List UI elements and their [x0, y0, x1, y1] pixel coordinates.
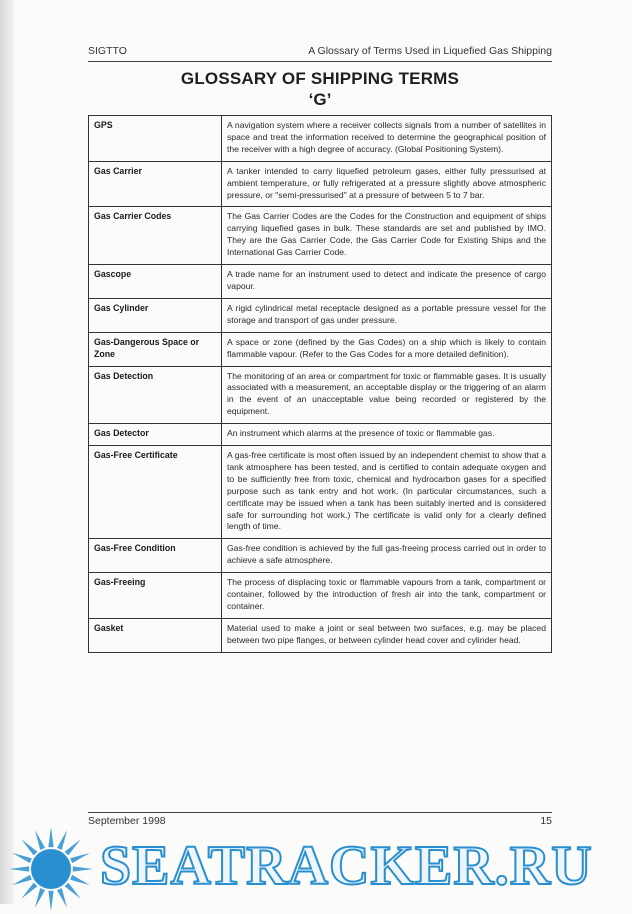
glossary-row	[89, 573, 552, 619]
glossary-term: Gasket	[89, 618, 222, 652]
glossary-definition: A rigid cylindrical metal receptacle designed as a portable pressure vessel for the storage and transport of gas under pressure.	[222, 298, 552, 332]
glossary-term: GPS	[89, 116, 222, 162]
glossary-term: Gas-Free Condition	[89, 539, 222, 573]
watermark-text: SEATRACKER.RU	[100, 835, 593, 897]
page-number: 15	[540, 815, 552, 827]
glossary-definition: Material used to make a joint or seal between two surfaces, e.g. may be placed between two pipe flanges, or between cylinder head cover and cylinder head.	[222, 618, 552, 652]
glossary-row	[89, 446, 552, 539]
glossary-row	[89, 116, 552, 162]
header-rule	[88, 61, 552, 62]
footer-rule	[88, 812, 552, 813]
page-title: GLOSSARY OF SHIPPING TERMS	[180, 69, 460, 88]
header-org: SIGTTO	[88, 45, 127, 57]
header-doc-title: A Glossary of Terms Used in Liquefied Gas Shipping	[308, 45, 552, 57]
glossary-definition: A tanker intended to carry liquefied petroleum gases, either fully pressurised at ambient temperature, or fully refrigerated at a pressure slightly above atmospheric pressure, or "semi-pressurised" at a pressure of between 5 to 7 bar.	[222, 161, 552, 207]
glossary-row	[89, 265, 552, 299]
glossary-definition: Gas-free condition is achieved by the full gas-freeing process carried out in order to achieve a safe atmosphere.	[222, 539, 552, 573]
footer-date: September 1998	[88, 815, 166, 827]
glossary-definition: The process of displacing toxic or flammable vapours from a tank, compartment or container, followed by the introduction of fresh air into the tank, compartment or container.	[222, 573, 552, 619]
glossary-term: Gas Cylinder	[89, 298, 222, 332]
glossary-definition: A space or zone (defined by the Gas Codes) on a ship which is likely to contain flammable vapour. (Refer to the Gas Codes for a more detailed definition).	[222, 332, 552, 366]
sun-icon	[6, 824, 96, 914]
glossary-term: Gascope	[89, 265, 222, 299]
glossary-row	[89, 332, 552, 366]
glossary-definition: The Gas Carrier Codes are the Codes for the Construction and equipment of ships carrying liquefied gases in bulk. These standards are set and published by IMO. They are the Gas Carrier Code, the Gas Carrier Code for Existing Ships and the International Gas Carrier Code.	[222, 207, 552, 265]
glossary-row	[89, 207, 552, 265]
glossary-definition: A navigation system where a receiver collects signals from a number of satellites in space and treat the information received to determine the geographical position of the receiver with a high degree of accuracy. (Global Positioning System).	[222, 116, 552, 162]
section-letter: ‘G’	[308, 90, 332, 109]
glossary-term: Gas Carrier	[89, 161, 222, 207]
glossary-row	[89, 424, 552, 446]
glossary-row	[89, 618, 552, 652]
glossary-term: Gas-Free Certificate	[89, 446, 222, 539]
watermark-logo	[0, 818, 632, 904]
glossary-row	[89, 539, 552, 573]
glossary-row	[89, 161, 552, 207]
glossary-row	[89, 298, 552, 332]
running-header	[88, 45, 552, 61]
binding-gutter	[0, 0, 14, 904]
glossary-term: Gas-Freeing	[89, 573, 222, 619]
glossary-term: Gas Carrier Codes	[89, 207, 222, 265]
glossary-definition: A gas-free certificate is most often issued by an independent chemist to show that a tank atmosphere has been tested, and is certified to contain adequate oxygen and to be sufficiently free from toxic, chemical and hydrocarbon gases for a specified purpose such as tank entry and hot work. (In particular circumstances, such a certificate may be issued when a tank has been suitably inerted and is considered safe for surrounding hot work.) The certificate is valid only for a clearly defined length of time.	[222, 446, 552, 539]
glossary-table	[88, 115, 552, 653]
glossary-row	[89, 366, 552, 424]
glossary-definition: The monitoring of an area or compartment for toxic or flammable gases. It is usually associated with a measurement, an acceptable display or the triggering of an alarm in the event of an unacceptable value being recorded or registered by the equipment.	[222, 366, 552, 424]
glossary-term: Gas Detector	[89, 424, 222, 446]
glossary-term: Gas-Dangerous Space or Zone	[89, 332, 222, 366]
glossary-definition: An instrument which alarms at the presence of toxic or flammable gas.	[222, 424, 552, 446]
glossary-term: Gas Detection	[89, 366, 222, 424]
glossary-definition: A trade name for an instrument used to detect and indicate the presence of cargo vapour.	[222, 265, 552, 299]
